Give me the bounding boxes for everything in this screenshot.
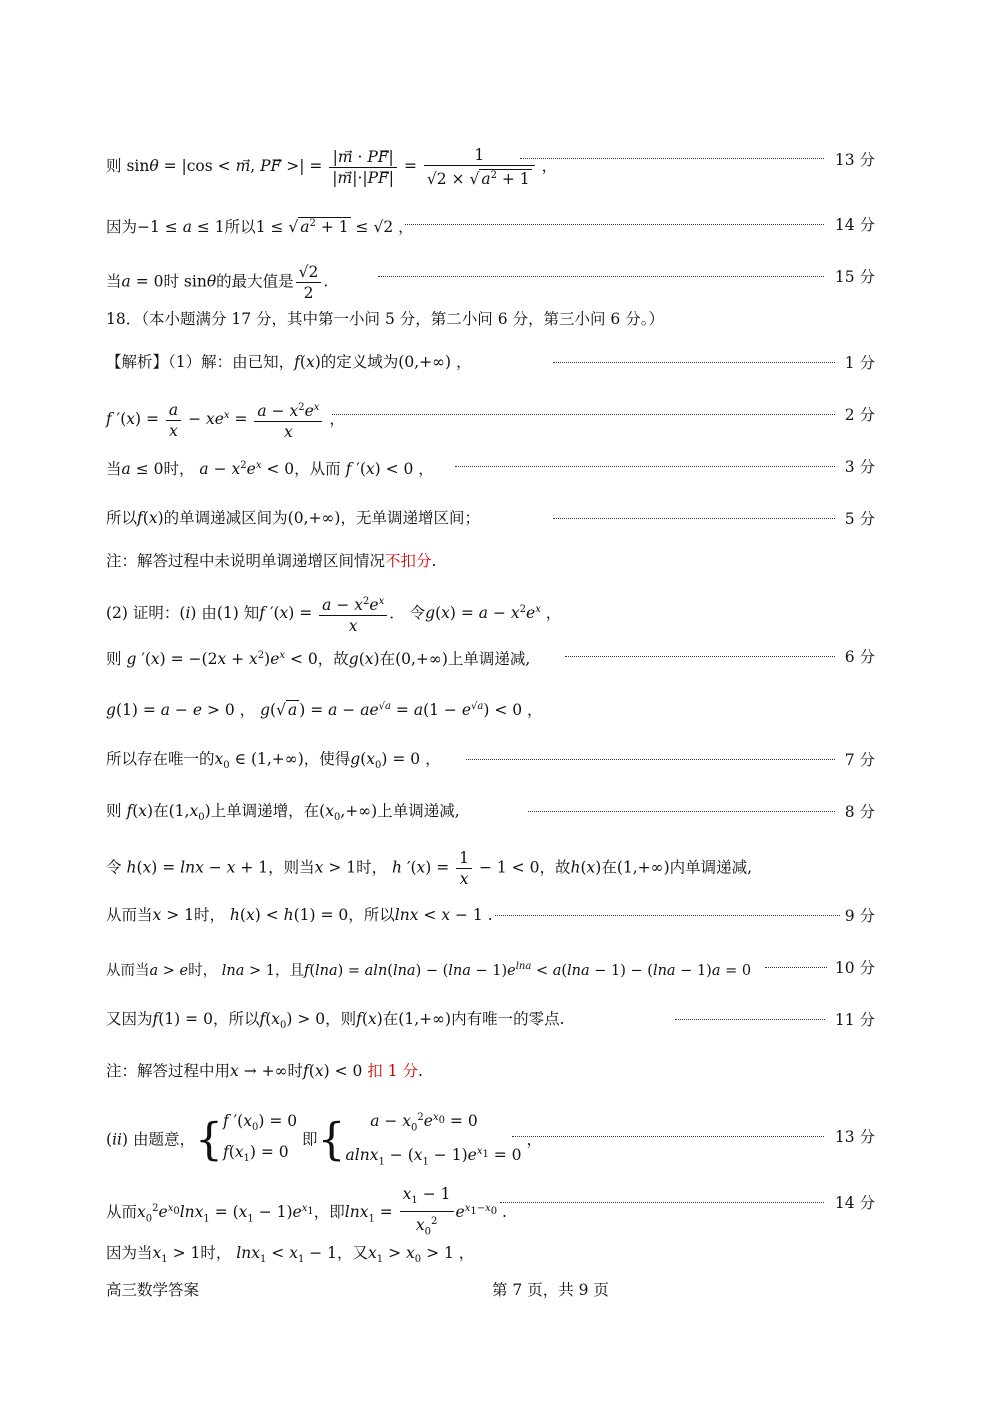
leader-dots [675, 1019, 825, 1020]
fraction: $\frac{1}{√2 \times √ a^2 + 1}$ [424, 145, 535, 189]
text: （1）解：由已知， [168, 353, 295, 371]
text: 所以 [224, 218, 256, 237]
text: 在 [601, 858, 617, 877]
leader-dots [520, 158, 824, 159]
score-label: 10 分 [834, 959, 875, 977]
line-unique-zero: 又因为f(1) = 0，所以$f(x_0) > 0$，则f(x)在(1,+∞)内有唯一的零点. [106, 1010, 565, 1032]
text: 从而当 [106, 906, 153, 924]
line-unique-x0: 所以存在唯一的$x_0$ ∈ (1,+∞)，使得$g(x_0) = 0$ ， [106, 750, 441, 772]
text: 时 [287, 1062, 304, 1080]
text: 注：解答过程中未说明单调递增区间情况 [106, 552, 386, 570]
text: 的最大值是 [216, 272, 294, 291]
text: ，所以 [348, 906, 395, 924]
score-label: 5 分 [844, 510, 875, 528]
fraction: $\frac{√2}{2}$ [296, 262, 322, 303]
text: ，故 [539, 858, 571, 877]
leader-dots [455, 466, 835, 467]
text: 时， [188, 962, 218, 979]
leader-dots [765, 967, 827, 968]
leader-dots [405, 224, 824, 225]
leader-dots [332, 414, 835, 415]
note-2: 注：解答过程中用x → +∞时f(x) < 0 扣 1 分. [106, 1062, 423, 1080]
fraction: $\frac{x_1 - 1}{x_0^2}$ [400, 1184, 454, 1242]
text: 令 [106, 858, 122, 877]
text: 扣 1 分 [367, 1062, 418, 1080]
text: ，又 [337, 1244, 369, 1262]
score-label: 14 分 [834, 1194, 875, 1212]
line-a-nonpositive: 当a ≤ 0时， $a - x^2e^x < 0$，从而 f ′(x) < 0 ， [106, 460, 434, 479]
text: 所以 [106, 509, 138, 527]
fraction: $\frac{a - x^2e^x}{x}$ [254, 398, 322, 442]
text: 因为当 [106, 1244, 153, 1262]
text: 当 [106, 272, 122, 291]
text: ，使得 [303, 750, 351, 768]
text: ，无单调递增区间； [340, 509, 480, 527]
text: 当 [106, 460, 122, 479]
text: 从而 [106, 1203, 138, 1222]
text: 在 [382, 1010, 399, 1028]
text: ，故 [317, 650, 349, 669]
equation-system: $a - x_0^2e^{x_0} = 0$ $alnx_1 - (x_1 - 1)e^{x_1} = 0$ [345, 1112, 522, 1168]
text: ，所以 [212, 1010, 260, 1028]
text: 时， [193, 906, 225, 924]
text: ) 由(1) 知 [190, 604, 260, 623]
line-h-function: 令 h(x) = lnx − x + 1，则当x > 1时， h ′(x) = $\frac{1}{x}$ − 1 < 0，故h(x)在(1,+∞)内单调递减, [106, 849, 753, 888]
fraction: $\frac{1}{x}$ [456, 848, 472, 889]
leader-dots [553, 362, 835, 363]
line-part-ii: (ii) 由题意，{f $'(x_0) = 0$ $f(x_1) = 0$ 即{ $a - x_0^2e^{x_0} = 0$ $alnx_1 - (x_1 - 1)e^{x_1} = 0$ ， [106, 1106, 876, 1175]
text: 从而当 [106, 962, 150, 979]
note-1 [106, 550, 876, 572]
text: 【解析】 [106, 353, 169, 371]
text: 又因为 [106, 1010, 153, 1028]
text: 的单调递减区间为 [163, 509, 288, 527]
leader-dots [528, 811, 835, 812]
line-g-values: g(1) = a − e > 0 ， g(√ a ) = $a - ae^{√a} = a(1 - e^{√a}) < 0$ ， [106, 701, 543, 720]
footer-left: 高三数学答案 [106, 1281, 200, 1299]
score-label: 8 分 [844, 803, 875, 821]
text: 时 [163, 272, 179, 291]
leader-dots [500, 1202, 824, 1203]
text: 不扣分 [385, 552, 432, 570]
score-label: 13 分 [834, 151, 875, 169]
left-brace: { [194, 1114, 223, 1166]
text: 则 [106, 802, 122, 820]
text: 内单调递减, [669, 858, 753, 877]
line-lnx-bound: 从而当x > 1时， h(x) < h(1) = 0，所以lnx < x − 1 . [106, 906, 493, 924]
leader-dots [512, 1136, 824, 1137]
text: 时， [163, 460, 195, 479]
text: ，则当 [268, 858, 315, 877]
text: 内有唯一的零点. [451, 1010, 565, 1028]
text: . [418, 1062, 423, 1080]
line-monotonic: 则 f(x)在$(1,x_0)$上单调递增，在$(x_0,+\infty)$上单调递减, [106, 802, 460, 824]
text: ，从而 [294, 460, 341, 479]
footer-page-number: 第 7 页，共 9 页 [492, 1281, 609, 1299]
equation-system: f $'(x_0) = 0$ $f(x_1) = 0$ [222, 1112, 298, 1165]
question-18-heading: 18．（本小题满分 17 分，其中第一小问 5 分，第二小问 6 分，第三小问 6 分。） [106, 310, 664, 328]
line-sin-theta: 则 sinθ = |cos < m⃗, PF⃗ >| = $\frac{|m⃗ \cdot PF⃗|}{|m⃗|\cdot|PF⃗|}$ = $\frac{1}{√2 \times √ a^2 + 1}$ ， [106, 146, 558, 189]
line-f-lna: 从而当a > e时， lna > 1，且$f(\ln a) = aln(\ln a) - (\ln a - 1)e^{lna} < a(\ln a - 1) - (\ln a - 1)a = 0$ [106, 961, 752, 979]
text: ，则 [325, 1010, 357, 1028]
text: (2) 证明：( [106, 604, 186, 623]
score-label: 1 分 [844, 354, 875, 372]
score-label: 15 分 [834, 268, 875, 286]
text: ，即 [313, 1203, 345, 1222]
leader-dots [553, 518, 835, 519]
line-domain: 【解析】（1）解：由已知，f(x)的定义域为(0,+∞) ， [106, 353, 472, 371]
score-label: 3 分 [844, 458, 875, 476]
text: . [431, 552, 437, 570]
leader-dots [378, 276, 824, 277]
text: ． 令 [389, 604, 426, 623]
text: ( [106, 1130, 113, 1149]
line-max: 当a = 0时 sinθ的最大值是 $\frac{√2}{2}$ . [106, 263, 329, 302]
text: 在 [379, 650, 396, 669]
text: 的定义域为 [320, 353, 399, 371]
text: ) 由题意， [121, 1130, 195, 1149]
text: 注：解答过程中用 [106, 1062, 231, 1080]
line-decreasing: 所以f(x)的单调递减区间为(0,+∞)，无单调递增区间； [106, 509, 480, 527]
score-label: 6 分 [844, 648, 875, 666]
score-label: 14 分 [834, 216, 875, 234]
text: 在 [153, 802, 169, 820]
line-g-derivative: 则 g $'(x) = -(2x + x^2)e^x < 0$，故g(x)在(0,+∞)上单调递减, [106, 650, 531, 669]
fraction: $\frac{a}{x}$ [166, 400, 181, 441]
left-brace: { [317, 1114, 346, 1166]
score-label: 2 分 [844, 406, 875, 424]
text: 上单调递增，在 [210, 802, 320, 820]
text: 则 [106, 157, 122, 176]
line-final: 因为当$x_1 > 1$时， $\ln x_1 < x_1 - 1$，又$x_1 > x_0 > 1$ ， [106, 1244, 475, 1266]
text: 上单调递减, [377, 802, 460, 820]
fraction: $\frac{|m⃗ \cdot PF⃗|}{|m⃗|\cdot|PF⃗|}$ [329, 147, 397, 188]
score-label: 9 分 [844, 907, 875, 925]
leader-dots [565, 656, 835, 657]
text: 所以存在唯一的 [106, 750, 215, 768]
leader-dots [495, 915, 840, 916]
text: 即 [302, 1130, 318, 1149]
text: 时， [200, 1244, 232, 1262]
score-label: 11 分 [834, 1011, 875, 1029]
leader-dots [466, 759, 835, 760]
text: 因为 [106, 218, 138, 237]
text: ，且 [274, 962, 304, 979]
line-derivative: f ′(x) = $\frac{a}{x}$ − $xe^x$ = $\frac{a - x^2e^x}{x}$ ， [106, 398, 876, 442]
text: 则 [106, 650, 122, 669]
line-range: 因为−1 ≤ a ≤ 1所以1 ≤ √ $a^2 + 1 \le √2$ ， [106, 218, 414, 237]
score-label: 7 分 [844, 751, 875, 769]
fraction: $\frac{a - x^2e^x}{x}$ [319, 592, 387, 636]
text: 时， [356, 858, 388, 877]
line-lnx1: 从而$x_0^2e^{x_0}\ln x_1 = (x_1 - 1)e^{x_1}$，即lnx$_1$ = $\frac{x_1 - 1}{x_0^2}$ $e^{x_1-x_0}$ . [106, 1184, 876, 1242]
text: 上单调递减, [447, 650, 531, 669]
line-part2: (2) 证明：(i) 由(1) 知f ′(x) = $\frac{a - x^2e^x}{x}$ ． 令$g(x) = a - x^2e^x$ ， [106, 592, 876, 636]
score-label: 13 分 [834, 1128, 875, 1146]
